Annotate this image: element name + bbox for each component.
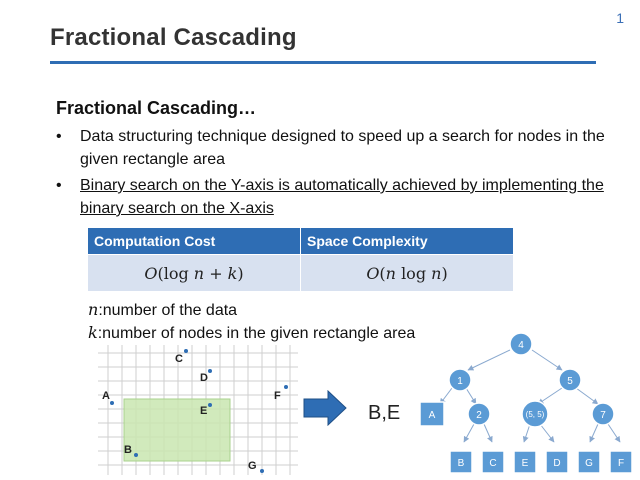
point-f <box>284 385 288 389</box>
tree-leaf-label: G <box>585 458 593 469</box>
point-e <box>208 403 212 407</box>
point-label-g: G <box>248 460 257 472</box>
bullet-text: Data structuring technique designed to speed up a search for nodes in the given rectangle area <box>80 128 605 168</box>
tree-node-label: 2 <box>476 410 482 421</box>
tree-node-label: 7 <box>600 410 606 421</box>
bullet-dot-icon: • <box>56 128 62 145</box>
tree-leaf-label: F <box>617 458 625 469</box>
bullet-item <box>56 125 616 171</box>
tree-leaf-label: E <box>521 458 529 469</box>
title-divider <box>50 61 596 64</box>
point-grid-diagram <box>98 345 298 475</box>
tree-node-label: 1 <box>457 376 463 387</box>
table-header: Computation Cost <box>88 228 301 255</box>
point-g <box>260 469 264 473</box>
point-label-d: D <box>200 372 208 384</box>
point-label-e: E <box>200 405 208 417</box>
symbol-n: 𝑛 <box>88 300 99 319</box>
tree-node-label: A <box>428 410 436 421</box>
tree-edges <box>440 350 620 442</box>
table-header: Space Complexity <box>301 228 514 255</box>
query-rectangle <box>124 399 230 461</box>
tree-leaf-label: D <box>553 458 561 469</box>
point-d <box>208 369 212 373</box>
point-label-c: C <box>175 353 183 365</box>
point-label-a: A <box>102 390 110 402</box>
tree-nodes <box>420 333 632 473</box>
tree-node-label: (5, 5) <box>525 410 545 419</box>
tree-node-label: 5 <box>567 376 573 387</box>
symbol-k: 𝑘 <box>88 323 98 342</box>
section-heading: Fractional Cascading… <box>56 98 257 118</box>
bullet-item <box>56 174 616 220</box>
arrow-right-icon <box>302 390 348 426</box>
bullet-text: Binary search on the Y-axis is automatically achieved by implementing the binary search on the X-axis <box>80 177 604 217</box>
tree-leaf-label: C <box>489 458 497 469</box>
note-k-text: :number of nodes in the given rectangle area <box>97 325 416 342</box>
table-cell: 𝑂(log 𝑛 + 𝑘) <box>88 255 301 292</box>
table-row <box>88 255 514 292</box>
note-n-text: :number of the data <box>98 302 238 319</box>
point-label-f: F <box>274 390 281 402</box>
point-a <box>110 401 114 405</box>
bullet-dot-icon: • <box>56 177 62 194</box>
table-cell: 𝑂(𝑛 log 𝑛) <box>301 255 514 292</box>
page-number: 1 <box>616 10 624 26</box>
search-tree-diagram <box>410 328 636 476</box>
result-label: B,E <box>368 402 401 424</box>
tree-node-label: 4 <box>518 340 524 351</box>
tree-leaf-label: B <box>457 458 465 469</box>
slide-title: Fractional Cascading <box>50 24 297 51</box>
complexity-table <box>88 228 514 291</box>
note-k <box>88 323 415 343</box>
note-n <box>88 300 237 320</box>
point-c <box>184 349 188 353</box>
point-label-b: B <box>124 444 132 456</box>
point-b <box>134 453 138 457</box>
